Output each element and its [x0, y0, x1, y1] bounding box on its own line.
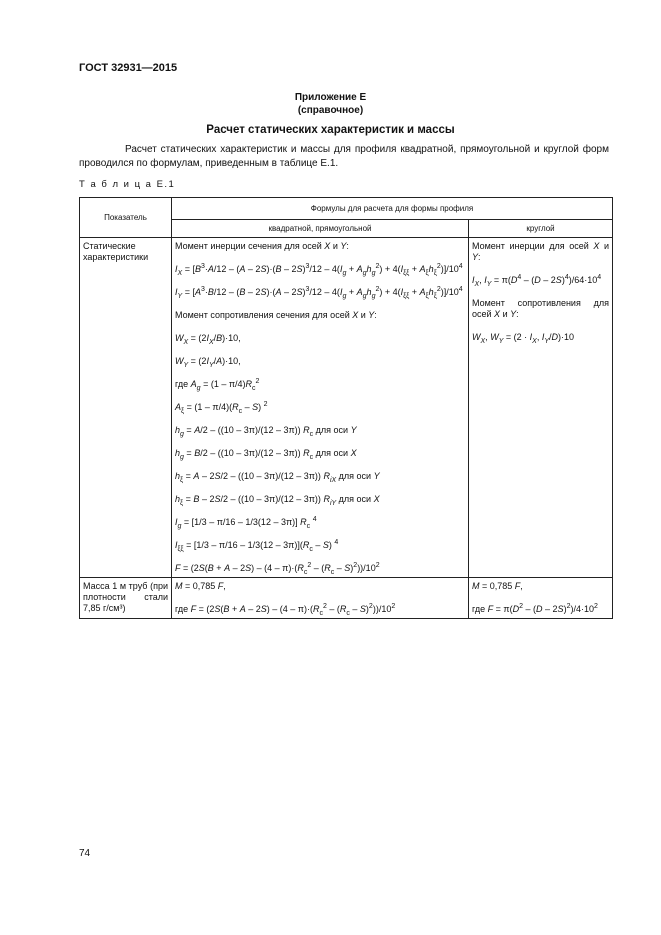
intro-paragraph: Расчет статических характеристик и массы для профиля квадратной, прямоугольной и круглой форм проводился по формулам, приведенным в таблице Е.1.: [79, 144, 609, 169]
row-label-static: Статические характеристики: [80, 238, 172, 578]
header-round: круглой: [469, 220, 613, 238]
appendix-title: Приложение Е: [294, 92, 367, 103]
static-square-formulas: Момент инерции сечения для осей X и Y: $I_X = [B^3\cdot A/12 - (A - 2S)\cdot(B - 2S)^3/12 - 4(I_g + A_gh_g^2) + 4(I_{\xi\xi} + A_\xi h_\xi^2)]/10^4$ $I_Y = [A^3\cdot B/12 - (B - 2S)\cdot(A - 2S)^3/12 - 4(I_g + A_gh_g^2) + 4(I_{\xi\xi} + A_\xi h_\xi^2)]/10^4$ Момент сопротивления сечения для осей X и Y: $W_X = (2I_X/B)\cdot 10$, $W_Y = (2I_Y/A)\cdot 10$, где $A_g = (1 - \pi/4)R_c^2$ $A_\xi = (1 - \pi/4)(R_c - S)$ $^2$ $h_g = A/2 - ((10 - 3\pi)/(12 - 3\pi))$ $R_c$ для оси Y $h_g = B/2 - ((10 - 3\pi)/(12 - 3\pi))$ $R_c$ для оси X $h_\xi = A - 2S/2 - ((10 - 3\pi)/(12 - 3\pi))$ $R_{iX}$ для оси Y $h_\xi = B - 2S/2 - ((10 - 3\pi)/(12 - 3\pi))$ $R_{iY}$ для оси X $I_g = [1/3 - \pi/16 - 1/3(12 - 3\pi)]$ $R_c$ $^4$ $I_{\xi\xi} = [1/3 - \pi/16 - 1/3(12 - 3\pi)](R_c - S)$ $^4$ $F = (2S(B + A - 2S) - (4 - \pi)\cdot(R_c^2 - (R_c - S)^2))/10^2$: [172, 238, 469, 578]
appendix-type: (справочное): [297, 105, 364, 116]
page-number: 74: [79, 848, 91, 859]
mass-round-formulas: M = 0,785 F, где $F = \pi(D^2 - (D - 2S)^2)/4\cdot 10^2$: [469, 578, 613, 619]
section-title: Расчет статических характеристик и массы: [206, 124, 455, 136]
header-indicator: Показатель: [80, 198, 172, 238]
table-caption: Т а б л и ц а Е.1: [79, 179, 176, 190]
standard-number: ГОСТ 32931—2015: [79, 62, 178, 74]
formula-table: [79, 197, 613, 619]
header-formulas: Формулы для расчета для формы профиля: [172, 198, 613, 220]
static-round-formulas: Момент инерции для осей X и Y: $I_X$, $I_Y = \pi(D^4 - (D - 2S)^4)/64\cdot 10^4$ Момент сопротивления для осей X и Y: $W_X$, $W_Y = (2 \cdot I_X$, $I_Y/D)\cdot 10$: [469, 238, 613, 578]
table-row: [80, 238, 613, 578]
table-row: [80, 578, 613, 619]
row-label-mass: Масса 1 м труб (при плотности стали 7,85 г/см³): [80, 578, 172, 619]
header-square: квадратной, прямоугольной: [172, 220, 469, 238]
mass-square-formulas: M = 0,785 F, где $F = (2S(B + A - 2S) - (4 - \pi)\cdot(R_c^2 - (R_c - S)^2))/10^2$: [172, 578, 469, 619]
